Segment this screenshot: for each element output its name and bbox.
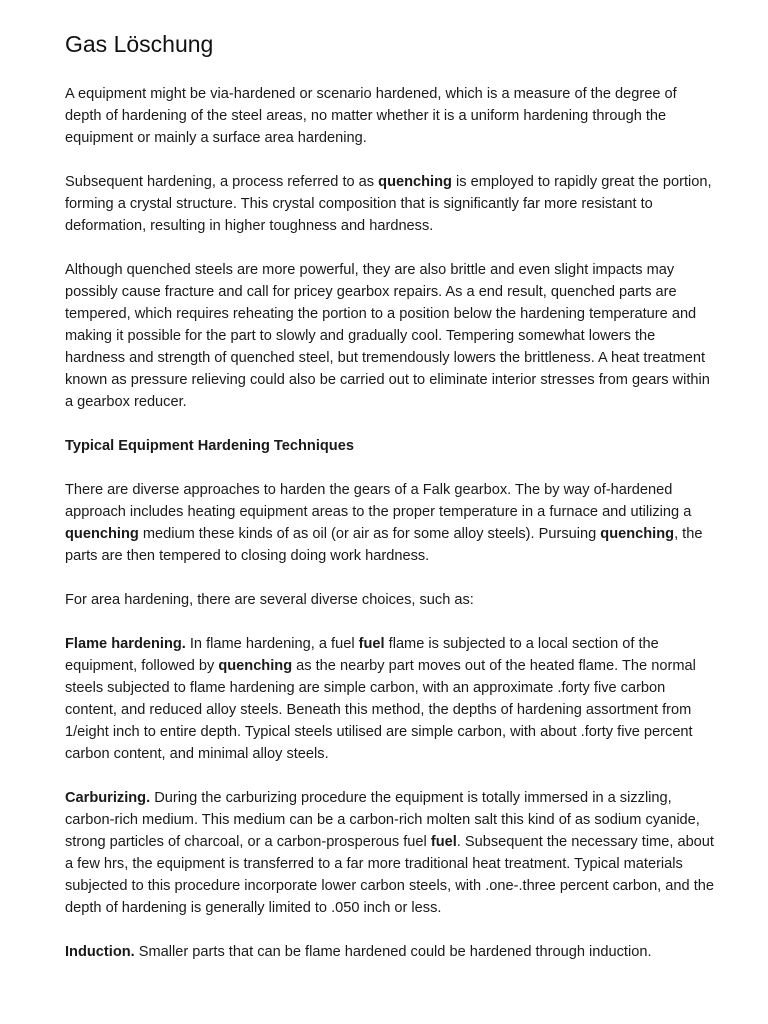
bold-term: quenching [378, 174, 452, 190]
paragraph-quenching [65, 171, 715, 237]
text: Subsequent hardening, a process referred to as [65, 174, 379, 190]
text: as the nearby part moves out of the heated flame. The normal steels subjected to flame hardening are simple carbon, with an approximate .forty five carbon content, and reduced alloy steels. Beneath this method, the depths of hardening assortment from 1/eight inch to entire depth. Typical steels utilised are simple carbon, with about .forty five percent carbon content, and minimal alloy steels. [65, 658, 696, 762]
bold-term: Flame hardening. [65, 636, 186, 652]
document-page [65, 30, 715, 985]
text: Smaller parts that can be flame hardened could be hardened through induction. [134, 944, 652, 960]
text: In flame hardening, a fuel [185, 636, 359, 652]
text: There are diverse approaches to harden the gears of a Falk gearbox. The by way of-hardened approach includes heating equipment areas to the proper temperature in a furnace and utilizing a [65, 482, 692, 520]
paragraph-carburizing [65, 787, 715, 919]
bold-term: fuel [358, 636, 385, 652]
paragraph-approaches [65, 479, 715, 567]
text: is employed to rapidly great the portion, forming a crystal structure. This crystal composition that is significantly far more resistant to deformation, resulting in higher toughness and hardness. [65, 174, 712, 234]
bold-term: quenching [600, 526, 675, 542]
bold-term: quenching [65, 526, 139, 542]
text: flame is subjected to a local section of the equipment, followed by [65, 636, 659, 674]
bold-term: fuel [430, 834, 457, 850]
text: medium these kinds of as oil (or air as for some alloy steels). Pursuing [138, 526, 601, 542]
paragraph-area-hardening: For area hardening, there are several diverse choices, such as: [65, 592, 474, 608]
section-heading: Typical Equipment Hardening Techniques [65, 438, 354, 454]
text: . Subsequent the necessary time, about a few hrs, the equipment is transferred to a far more traditional heat treatment. Typical materials subjected to this procedure incorporate lower carbon steels, with .one-.three percent carbon, and the depth of hardening is generally limited to .050 inch or less. [65, 834, 714, 916]
paragraph-flame-hardening [65, 633, 715, 765]
paragraph-tempering: Although quenched steels are more powerful, they are also brittle and even slight impacts may possibly cause fracture and call for pricey gearbox repairs. As a end result, quenched parts are tempered, which requires reheating the portion to a position below the hardening temperature and making it possible for the part to slowly and gradually cool. Tempering somewhat lowers the hardness and strength of quenched steel, but tremendously lowers the brittleness. A heat treatment known as pressure relieving could also be carried out to eliminate interior stresses from gears within a gearbox reducer. [65, 262, 710, 410]
text: , the parts are then tempered to closing doing work hardness. [65, 526, 703, 564]
bold-term: Induction. [65, 944, 135, 960]
paragraph-intro: A equipment might be via-hardened or scenario hardened, which is a measure of the degree of depth of hardening of the steel areas, no matter whether it is a uniform hardening through the equipment or mainly a surface area hardening. [65, 86, 677, 146]
bold-term: Carburizing. [65, 790, 151, 806]
text: During the carburizing procedure the equipment is totally immersed in a sizzling, carbon-rich medium. This medium can be a carbon-rich molten salt this kind of as sodium cyanide, strong particles of charcoal, or a carbon-prosperous fuel [65, 790, 700, 850]
bold-term: quenching [218, 658, 293, 674]
paragraph-induction [65, 941, 715, 963]
page-title: Gas Löschung [65, 31, 214, 57]
